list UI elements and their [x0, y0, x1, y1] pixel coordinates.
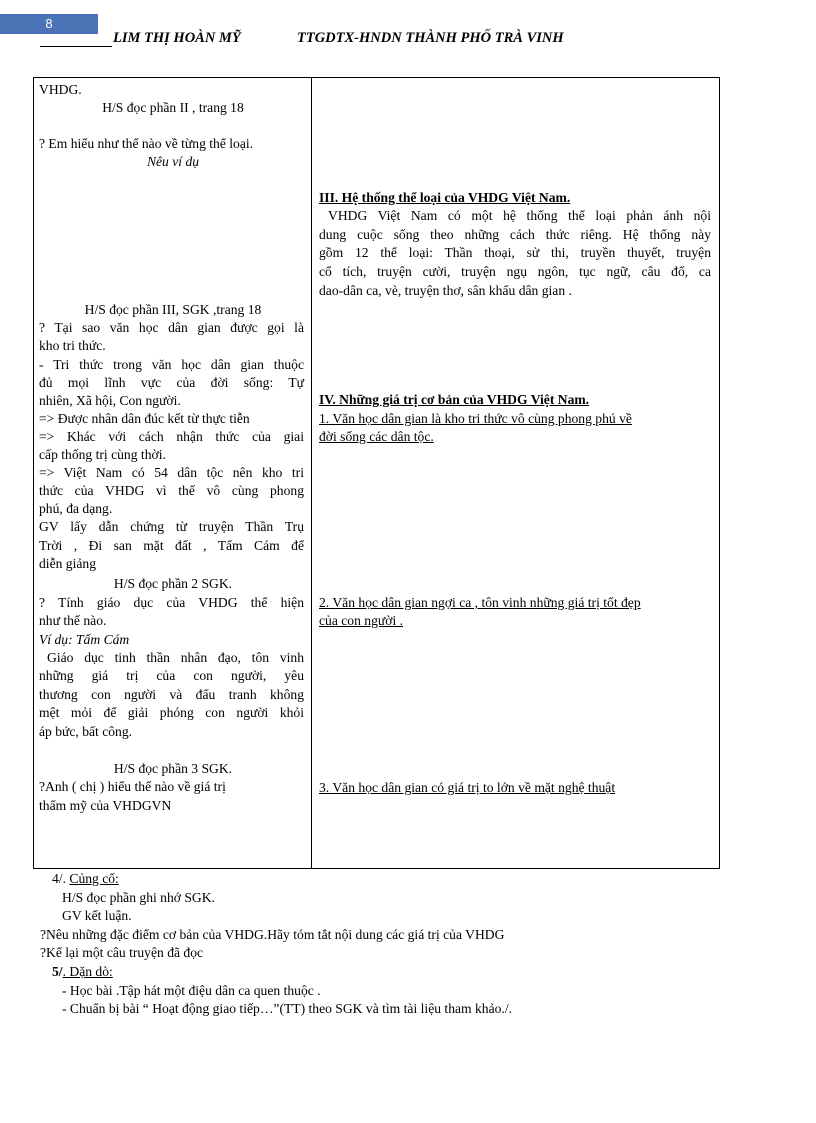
- teacher-student-activities-cell: [34, 78, 312, 869]
- left-line: như thế nào.: [39, 613, 107, 628]
- header-underline: [40, 46, 112, 47]
- left-line: GV lấy dẫn chứng từ truyện Thần Trụ: [39, 519, 304, 534]
- section-3-line: VHDG Việt Nam có một hệ thống thể loại phản ánh nội: [328, 208, 711, 223]
- left-line: H/S đọc phần II , trang 18: [102, 100, 244, 115]
- left-line: ? Tại sao văn học dân gian được gọi là: [39, 320, 304, 335]
- consolidation-line: H/S đọc phần ghi nhớ SGK.: [62, 890, 215, 905]
- left-line: những giá trị của con người, yêu: [39, 668, 304, 683]
- homework-title: . Dặn dò:: [62, 964, 113, 979]
- left-line: Trời , Đi san mặt đất , Tấm Cám để: [39, 538, 304, 553]
- left-line: VHDG.: [39, 82, 82, 97]
- homework-heading: [52, 963, 113, 981]
- left-line: diễn giảng: [39, 556, 97, 571]
- left-line: thẩm mỹ của VHDGVN: [39, 798, 172, 813]
- value-1-line: đời sống các dân tộc.: [319, 429, 434, 444]
- value-2-line: 2. Văn học dân gian ngợi ca , tôn vinh những giá trị tốt đẹp: [319, 595, 641, 610]
- left-line: Ví dụ: Tấm Cám: [39, 632, 130, 647]
- left-line: H/S đọc phần III, SGK ,trang 18: [84, 302, 262, 317]
- left-line: - Tri thức trong văn học dân gian thuộc: [39, 357, 304, 372]
- left-line: ?Anh ( chị ) hiểu thế nào về giá trị: [39, 779, 226, 794]
- left-line: nhiên, Xã hội, Con người.: [39, 393, 181, 408]
- homework-line: - Học bài .Tập hát một điệu dân ca quen thuộc .: [62, 983, 321, 998]
- left-line: mệt mỏi để giải phóng con người khỏi: [39, 705, 304, 720]
- lesson-content-cell: [312, 78, 720, 869]
- homework-line: - Chuẩn bị bài “ Hoạt động giao tiếp…”(TT) theo SGK và tìm tài liệu tham khảo./.: [62, 1001, 513, 1016]
- consolidation-line: ?Nêu những đặc điểm cơ bản của VHDG.Hãy tóm tắt nội dung các giá trị của VHDG: [40, 927, 505, 942]
- section-3-title: III. Hệ thống thể loại của VHDG Việt Nam.: [319, 190, 571, 205]
- left-line: phú, đa dạng.: [39, 501, 113, 516]
- consolidation-line: ?Kể lại một câu truyện đã đọc: [40, 945, 204, 960]
- left-line: H/S đọc phần 3 SGK.: [113, 761, 233, 776]
- header-center: TTGDTX-HNDN THÀNH PHỐ TRÀ VINH: [297, 30, 564, 46]
- section-3-line: dung cuộc sống theo những cách thức riêng. Hệ thống này: [319, 227, 711, 242]
- section-3-line: dao-dân ca, vè, truyện thơ, sân khấu dân gian .: [319, 283, 572, 298]
- left-line: cấp thống trị cùng thời.: [39, 447, 166, 462]
- left-line: thức của VHDG vì thế vô cùng phong: [39, 483, 304, 498]
- left-line: => Khác với cách nhận thức của giai: [39, 429, 304, 444]
- page-number: 8: [45, 16, 53, 31]
- value-1-line: 1. Văn học dân gian là kho tri thức vô cùng phong phú về: [319, 411, 632, 426]
- consolidation-title: Củng cố:: [69, 871, 119, 886]
- section-4-title: IV. Những giá trị cơ bản của VHDG Việt Nam.: [319, 392, 590, 407]
- left-line: Nêu ví dụ: [146, 154, 200, 169]
- left-line: => Được nhân dân đúc kết từ thực tiễn: [39, 411, 250, 426]
- lesson-table: [33, 77, 720, 869]
- left-line: => Việt Nam có 54 dân tộc nên kho tri: [39, 465, 304, 480]
- value-3-line: 3. Văn học dân gian có giá trị to lớn về mặt nghệ thuật: [319, 780, 616, 795]
- section-3-line: gồm 12 thể loại: Thần thoại, sử thi, truyền thuyết, truyện: [319, 245, 711, 260]
- left-line: ? Tính giáo dục của VHDG thể hiện: [39, 595, 304, 610]
- left-line: H/S đọc phần 2 SGK.: [113, 576, 233, 591]
- value-2-line: của con người .: [319, 613, 404, 628]
- homework-number: 5/: [52, 964, 63, 979]
- section-3-line: cổ tích, truyện cười, truyện ngụ ngôn, tục ngữ, câu đố, ca: [319, 264, 711, 279]
- left-line: đủ mọi lĩnh vực của đời sống: Tự: [39, 375, 304, 390]
- left-line: áp bức, bất công.: [39, 724, 133, 739]
- consolidation-line: GV kết luận.: [62, 908, 132, 923]
- left-line: Giáo dục tinh thần nhân đạo, tôn vinh: [47, 650, 304, 665]
- left-line: thương con người và đấu tranh không: [39, 687, 304, 702]
- header-author: LIM THỊ HOÀN MỸ: [113, 30, 241, 46]
- consolidation-heading: [52, 870, 119, 888]
- left-line: ? Em hiểu như thế nào về từng thể loại.: [39, 136, 254, 151]
- consolidation-number: 4/.: [52, 871, 70, 886]
- left-line: kho tri thức.: [39, 338, 106, 353]
